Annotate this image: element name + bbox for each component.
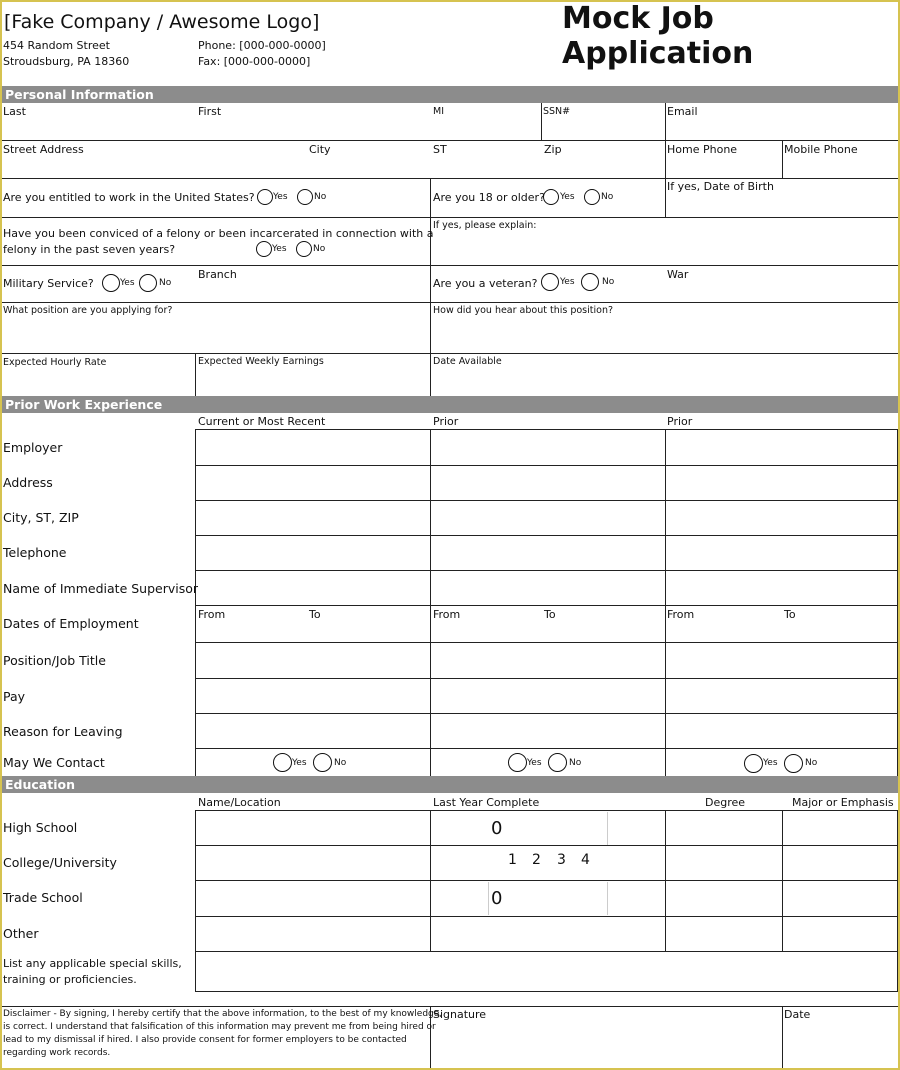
military-yes-label: Yes <box>120 278 135 288</box>
contact-prior2-yes-radio[interactable] <box>744 754 763 773</box>
felony-no-radio[interactable] <box>296 241 312 257</box>
dates-from-label: From <box>198 608 226 621</box>
dates-to-label: To <box>544 608 556 621</box>
contact-current-yes-label: Yes <box>292 758 307 768</box>
work-row-telephone: Telephone <box>3 545 67 560</box>
state-label: ST <box>433 143 447 156</box>
edu-col-last-year: Last Year Complete <box>433 796 540 809</box>
work-col-prior-2: Prior <box>667 415 693 428</box>
disclaimer-line4: regarding work records. <box>3 1048 111 1058</box>
college-year-option-2[interactable]: 2 <box>532 852 541 868</box>
college-year-option-1[interactable]: 1 <box>508 852 517 868</box>
age-question: Are you 18 or older? <box>433 191 545 204</box>
referral-question: How did you hear about this position? <box>433 305 614 316</box>
edu-col-major: Major or Emphasis <box>792 796 894 809</box>
work-row-position: Position/Job Title <box>3 653 106 668</box>
work-row-dates: Dates of Employment <box>3 616 139 631</box>
skills-label-line1: List any applicable special skills, <box>3 957 182 970</box>
felony-yes-label: Yes <box>272 244 287 254</box>
age-no-radio[interactable] <box>584 189 600 205</box>
disclaimer-line2: is correct. I understand that falsification of this information may prevent me from being hired or <box>3 1022 436 1032</box>
veteran-no-label: No <box>602 277 615 287</box>
date-available-label: Date Available <box>433 356 502 367</box>
veteran-no-radio[interactable] <box>581 273 599 291</box>
section-prior-work-experience: Prior Work Experience <box>2 396 898 413</box>
ssn-label: SSN# <box>543 106 571 117</box>
zip-label: Zip <box>544 143 562 156</box>
page-title: Mock Job Application <box>562 1 754 71</box>
veteran-yes-radio[interactable] <box>541 273 559 291</box>
felony-explain-label: If yes, please explain: <box>433 220 537 231</box>
college-year-option-3[interactable]: 3 <box>557 852 566 868</box>
middle-initial-label: MI <box>433 106 444 117</box>
home-phone-label: Home Phone <box>667 143 738 156</box>
company-fax: Fax: [000-000-0000] <box>198 55 311 68</box>
contact-prior2-yes-label: Yes <box>763 758 778 768</box>
veteran-question: Are you a veteran? <box>433 277 538 290</box>
military-question: Military Service? <box>3 277 94 290</box>
work-col-current: Current or Most Recent <box>198 415 326 428</box>
city-label: City <box>309 143 331 156</box>
contact-current-no-radio[interactable] <box>313 753 332 772</box>
dates-from-label: From <box>667 608 695 621</box>
contact-prior1-yes-radio[interactable] <box>508 753 527 772</box>
contact-prior1-no-label: No <box>569 758 582 768</box>
section-personal-information: Personal Information <box>2 86 898 103</box>
military-no-label: No <box>159 278 172 288</box>
email-label: Email <box>667 105 698 118</box>
work-row-employer: Employer <box>3 440 63 455</box>
military-branch-label: Branch <box>198 268 237 281</box>
contact-prior1-yes-label: Yes <box>527 758 542 768</box>
work-entitlement-question: Are you entitled to work in the United States? <box>3 191 255 204</box>
hourly-rate-label: Expected Hourly Rate <box>3 357 107 368</box>
war-label: War <box>667 268 689 281</box>
work-entitlement-yes-radio[interactable] <box>257 189 273 205</box>
age-yes-radio[interactable] <box>543 189 559 205</box>
work-entitlement-no-radio[interactable] <box>297 189 313 205</box>
work-row-address: Address <box>3 475 53 490</box>
edu-row-other: Other <box>3 926 39 941</box>
work-row-reason: Reason for Leaving <box>3 724 123 739</box>
edu-row-trade-school: Trade School <box>3 890 83 905</box>
trade-school-year-value[interactable]: 0 <box>491 888 503 909</box>
company-city: Stroudsburg, PA 18360 <box>3 55 130 68</box>
weekly-earnings-label: Expected Weekly Earnings <box>198 356 324 367</box>
dates-to-label: To <box>309 608 321 621</box>
disclaimer-line1: Disclaimer - By signing, I hereby certify that the above information, to the best of my knowledge, <box>3 1009 443 1019</box>
work-entitlement-yes-label: Yes <box>273 192 288 202</box>
military-yes-radio[interactable] <box>102 274 120 292</box>
work-row-contact: May We Contact <box>3 755 105 770</box>
military-no-radio[interactable] <box>139 274 157 292</box>
work-entitlement-no-label: No <box>314 192 327 202</box>
signature-label: Signature <box>433 1008 487 1021</box>
work-row-city-st-zip: City, ST, ZIP <box>3 510 79 525</box>
dates-to-label: To <box>784 608 796 621</box>
company-street: 454 Random Street <box>3 39 110 52</box>
felony-yes-radio[interactable] <box>256 241 272 257</box>
position-question: What position are you applying for? <box>3 305 173 316</box>
disclaimer-line3: lead to my dismissal if hired. I also provide consent for former employers to be contacted <box>3 1035 407 1045</box>
work-row-supervisor: Name of Immediate Supervisor <box>3 581 199 596</box>
work-col-prior-1: Prior <box>433 415 459 428</box>
date-of-birth-label: If yes, Date of Birth <box>667 180 774 193</box>
mobile-phone-label: Mobile Phone <box>784 143 858 156</box>
felony-question-line1: Have you been conviced of a felony or been incarcerated in connection with a <box>3 227 434 240</box>
street-address-label: Street Address <box>3 143 84 156</box>
contact-prior2-no-radio[interactable] <box>784 754 803 773</box>
veteran-yes-label: Yes <box>560 277 575 287</box>
signature-date-label: Date <box>784 1008 811 1021</box>
contact-prior2-no-label: No <box>805 758 818 768</box>
company-phone: Phone: [000-000-0000] <box>198 39 326 52</box>
felony-question-line2: felony in the past seven years? <box>3 243 176 256</box>
contact-prior1-no-radio[interactable] <box>548 753 567 772</box>
dates-from-label: From <box>433 608 461 621</box>
first-name-label: First <box>198 105 222 118</box>
contact-current-yes-radio[interactable] <box>273 753 292 772</box>
edu-col-name-location: Name/Location <box>198 796 281 809</box>
college-year-option-4[interactable]: 4 <box>581 852 590 868</box>
age-no-label: No <box>601 192 614 202</box>
edu-col-degree: Degree <box>705 796 746 809</box>
section-education: Education <box>2 776 898 793</box>
company-logo-placeholder: [Fake Company / Awesome Logo] <box>4 11 320 33</box>
high-school-year-value[interactable]: 0 <box>491 818 503 839</box>
skills-label-line2: training or proficiencies. <box>3 973 137 986</box>
work-row-pay: Pay <box>3 689 26 704</box>
edu-row-high-school: High School <box>3 820 78 835</box>
contact-current-no-label: No <box>334 758 347 768</box>
felony-no-label: No <box>313 244 326 254</box>
edu-row-college: College/University <box>3 855 117 870</box>
last-name-label: Last <box>3 105 26 118</box>
age-yes-label: Yes <box>560 192 575 202</box>
